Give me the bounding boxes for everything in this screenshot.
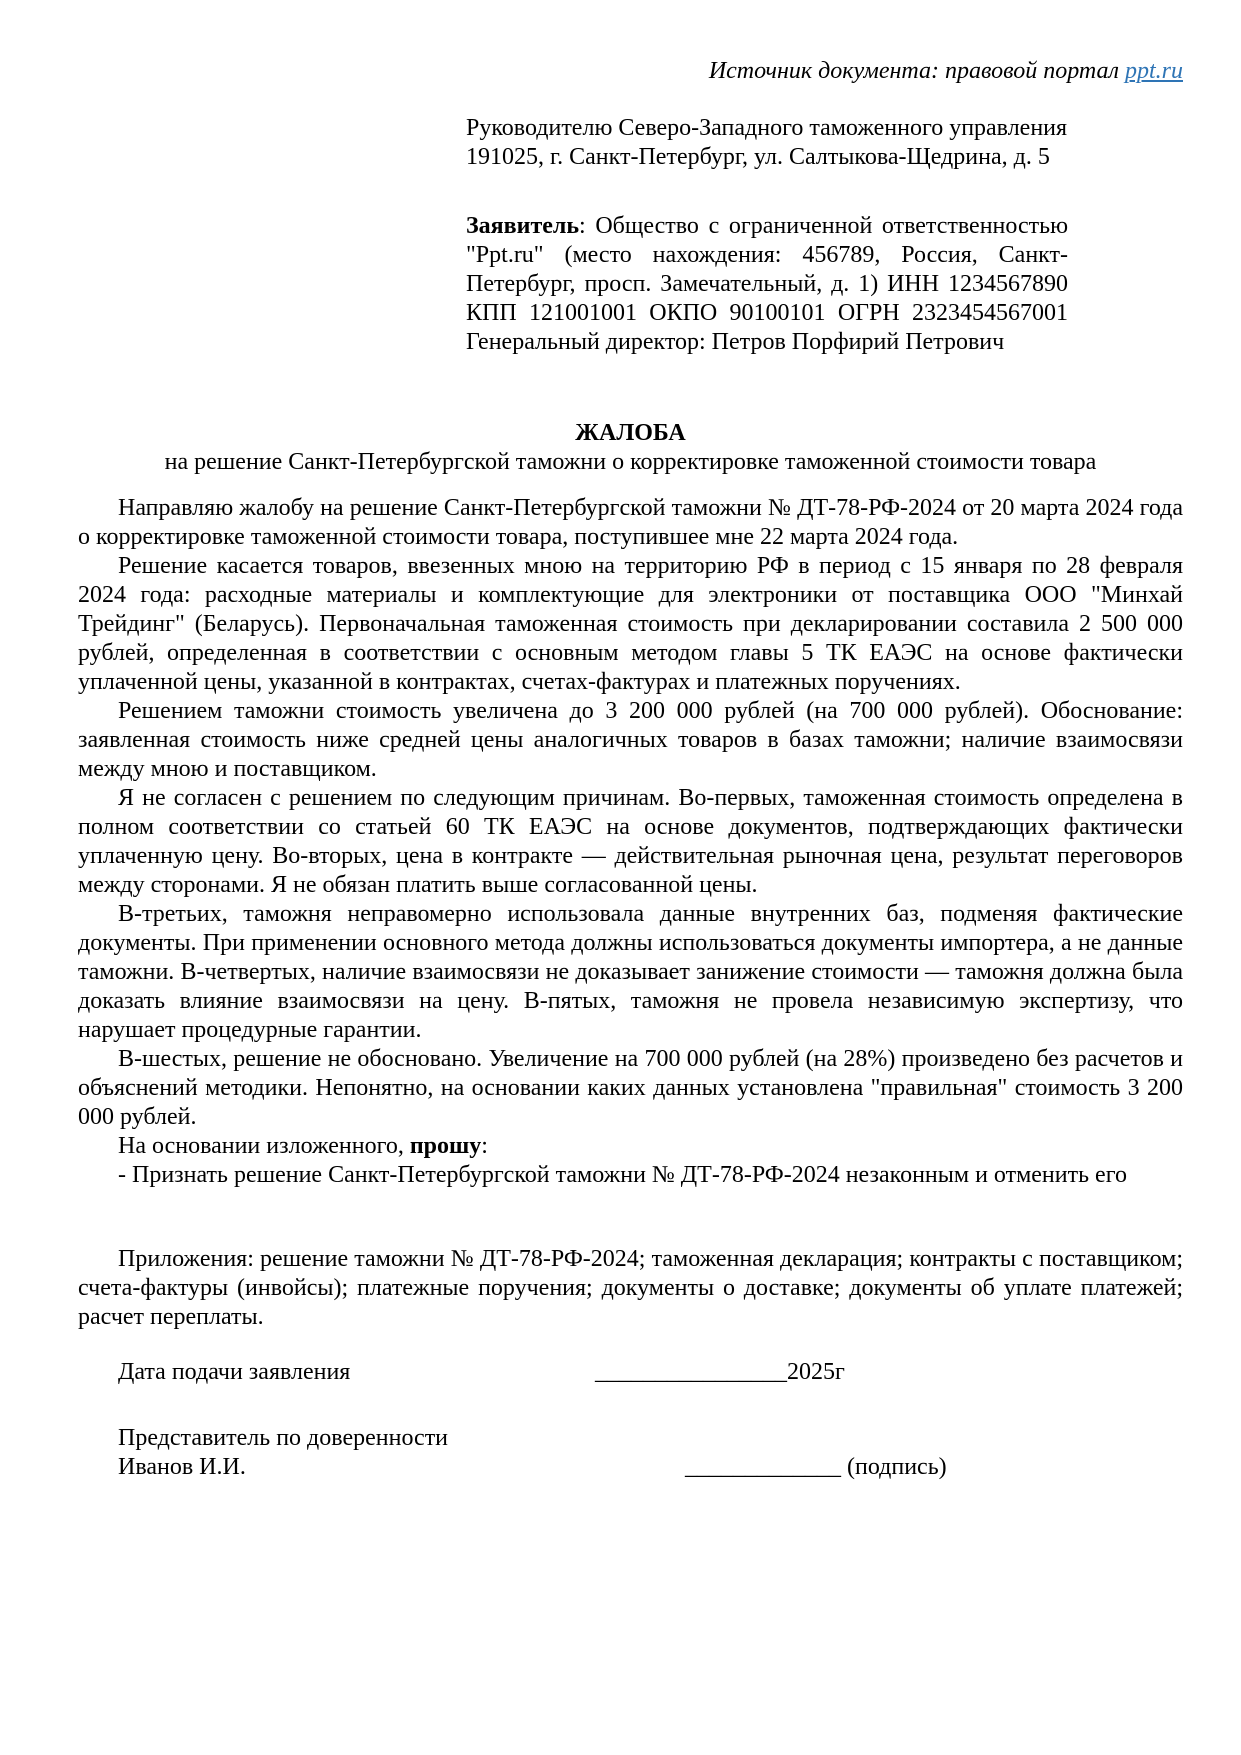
date-fill-in — [595, 1358, 845, 1387]
signature-name: Иванов И.И. — [118, 1454, 246, 1480]
signature-blank-line: _____________ — [685, 1454, 841, 1480]
request-item: - Признать решение Санкт-Петербургской таможни № ДТ-78-РФ-2024 незаконным и отменить его — [118, 1162, 1127, 1188]
document-title: ЖАЛОБА — [575, 420, 686, 446]
document-subtitle: на решение Санкт-Петербургской таможни о корректировке таможенной стоимости товара — [164, 449, 1097, 475]
signature-row — [78, 1453, 1183, 1482]
applicant-block — [466, 212, 1068, 357]
date-blank-line: ________________ — [595, 1359, 787, 1385]
recipient-block — [466, 114, 1183, 172]
ppt-ru-link[interactable]: ppt.ru — [1124, 58, 1183, 84]
body-section — [78, 494, 1183, 1190]
recipient-line-1: Руководителю Северо-Западного таможенного управления — [466, 115, 1068, 141]
request-intro — [78, 1132, 1183, 1161]
signature-caption: (подпись) — [841, 1454, 947, 1480]
body-paragraph: В-шестых, решение не обосновано. Увеличение на 700 000 рублей (на 28%) произведено без расчетов и объяснений методики. Непонятно, на основании каких данных установлена "правильная" стоимость 3 200 000 рублей. — [78, 1046, 1183, 1130]
attachments-paragraph: Приложения: решение таможни № ДТ-78-РФ-2024; таможенная декларация; контракты с поставщиком; счета-фактуры (инвойсы); платежные поручения; документы о доставке; документы об уплате платежей; расчет переплаты. — [78, 1246, 1183, 1330]
request-intro-prefix: На основании изложенного, — [118, 1133, 410, 1159]
request-intro-keyword: прошу — [409, 1133, 482, 1159]
body-paragraph: Я не согласен с решением по следующим причинам. Во-первых, таможенная стоимость определена в полном соответствии со статьей 60 ТК ЕАЭС на основе документов, подтверждающих фактически уплаченную цену. Во-вторых, цена в контракте — действительная рыночная цена, результат переговоров между сторонами. Я не обязан платить выше согласованной цены. — [78, 785, 1183, 898]
signature-block — [78, 1424, 1183, 1482]
signature-fill-in — [685, 1453, 947, 1482]
signature-role: Представитель по доверенности — [118, 1425, 449, 1451]
applicant-details: : Общество с ограниченной ответственностью "Ppt.ru" (место нахождения: 456789, Россия, Санкт-Петербург, просп. Замечательный, д. 1) ИНН 1234567890 КПП 121001001 ОКПО 90100101 ОГРН 2323454567001 Генеральный директор: Петров Порфирий Петрович — [466, 213, 1068, 355]
applicant-label: Заявитель — [466, 213, 580, 239]
recipient-line-2: 191025, г. Санкт-Петербург, ул. Салтыкова-Щедрина, д. 5 — [466, 144, 1050, 170]
source-line — [78, 0, 1183, 86]
body-paragraph: В-третьих, таможня неправомерно использовала данные внутренних баз, подменяя фактические документы. При применении основного метода должны использоваться документы импортера, а не данные таможни. В-четвертых, наличие взаимосвязи не доказывает занижение стоимости — таможня должна была доказать влияние взаимосвязи на цену. В-пятых, таможня не провела независимую экспертизу, что нарушает процедурные гарантии. — [78, 901, 1183, 1043]
date-year: 2025г — [787, 1359, 845, 1385]
source-line-text: Источник документа: правовой портал — [708, 58, 1125, 84]
date-row — [78, 1358, 1183, 1387]
date-label: Дата подачи заявления — [118, 1359, 351, 1385]
body-paragraph: Направляю жалобу на решение Санкт-Петербургской таможни № ДТ-78-РФ-2024 от 20 марта 2024 года о корректировке таможенной стоимости товара, поступившее мне 22 марта 2024 года. — [78, 495, 1183, 550]
body-paragraph: Решением таможни стоимость увеличена до 3 200 000 рублей (на 700 000 рублей). Обоснование: заявленная стоимость ниже средней цены аналогичных товаров в базах таможни; наличие взаимосвязи между мною и поставщиком. — [78, 698, 1183, 782]
request-intro-suffix: : — [481, 1133, 488, 1159]
body-paragraph: Решение касается товаров, ввезенных мною на территорию РФ в период с 15 января по 28 февраля 2024 года: расходные материалы и комплектующие для электроники от поставщика ООО "Минхай Трейдинг" (Беларусь). Первоначальная таможенная стоимость при декларировании составила 2 500 000 рублей, определенная в соответствии с основным методом главы 5 ТК ЕАЭС на основе фактически уплаченной цены, указанной в контрактах, счетах-фактурах и платежных поручениях. — [78, 553, 1183, 695]
